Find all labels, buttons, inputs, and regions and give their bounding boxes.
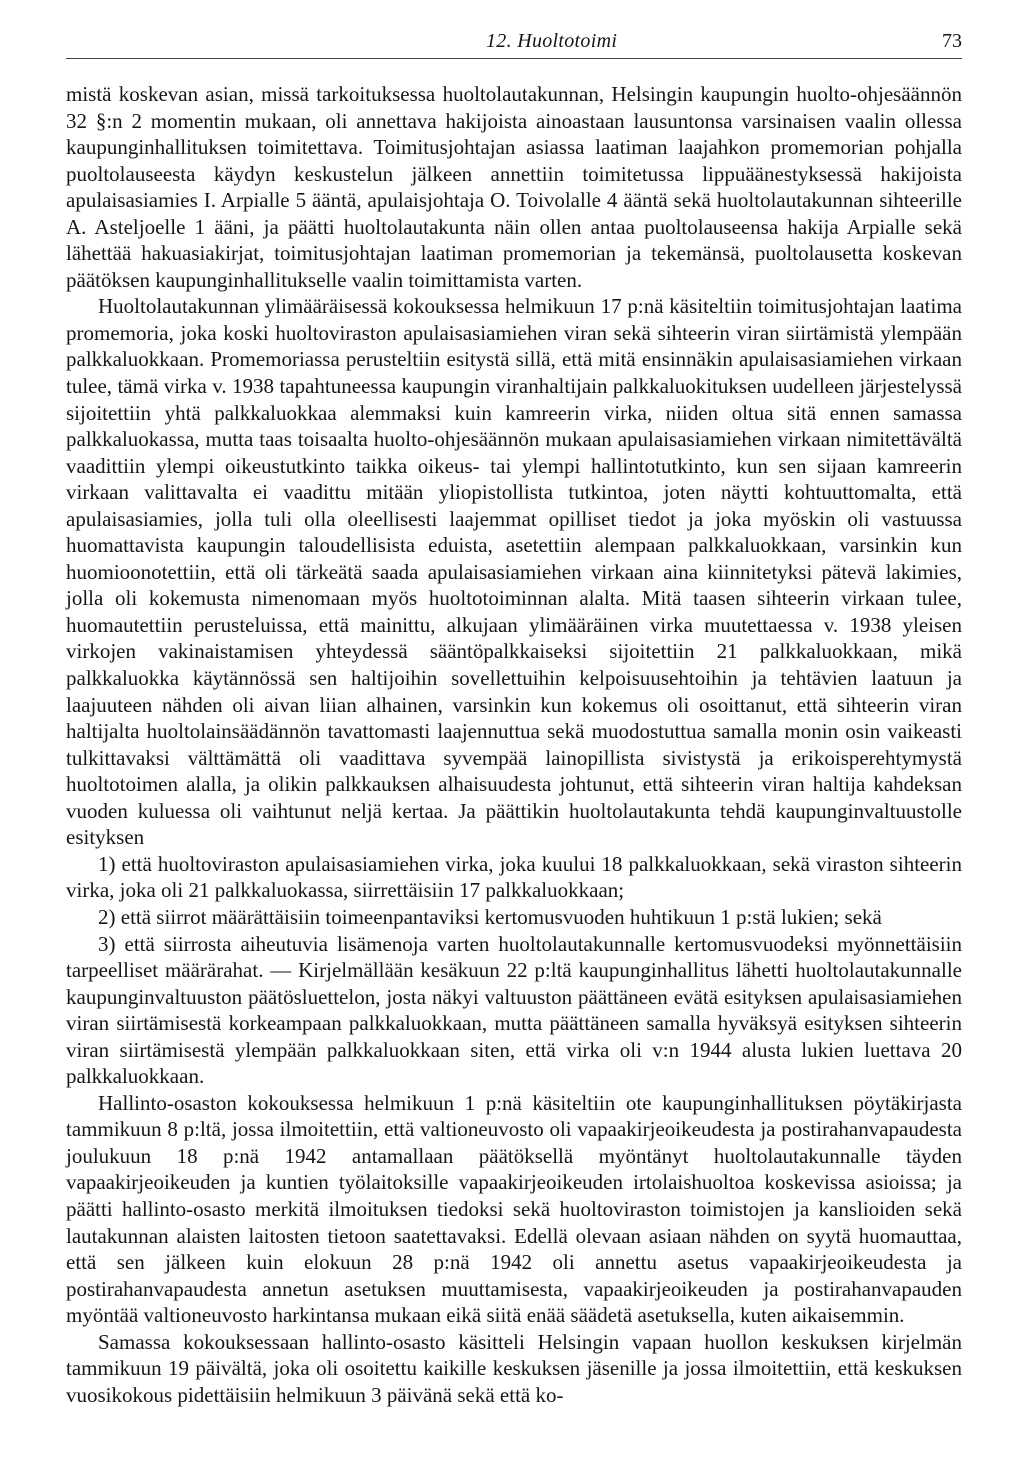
paragraph: Samassa kokouksessaan hallinto-osasto käsitteli Helsingin vapaan huollon keskuksen kirjelmän tammikuun 19 päivältä, joka oli osoitettu kaikille keskuksen jäsenille ja jossa ilmoitettiin, että keskuksen vuosikokous pidettäisiin helmikuun 3 päivänä sekä että ko- [66,1329,962,1407]
paragraph: mistä koskevan asian, missä tarkoituksessa huoltolautakunnan, Helsingin kaupungin huolto-ohjesäännön 32 §:n 2 momentin mukaan, oli annettava hakijoista ainoastaan lausuntonsa varsinaisen vaalin ollessa kaupunginhallituksen toimitettava. Toimitusjohtajan asiassa laatiman laajahkon promemorian pohjalla puoltolauseesta käydyn keskustelun jälkeen annettiin toimitetussa lippuäänestyksessä hakijoista apulaisasiamies I. Arpialle 5 ääntä, apulaisjohtaja O. Toivolalle 4 ääntä sekä huoltolautakunnan sihteerille A. Asteljoelle 1 ääni, ja päätti huoltolautakunta näin ollen antaa puoltolauseensa hakija Arpialle sekä lähettää hakuasiakirjat, toimitusjohtajan laatiman promemorian ja tekemänsä, puoltolausetta koskevan päätöksen kaupunginhallitukselle vaalin toimittamista varten. [66,82,962,292]
list-item: 1) että huoltoviraston apulaisasiamiehen virka, joka kuului 18 palkkaluokkaan, sekä viraston sihteerin virka, joka oli 21 palkkaluokassa, siirrettäisiin 17 palkkaluokkaan; [66,851,962,903]
header-divider [66,58,962,59]
body-text [66,81,962,1408]
list-item: 3) että siirrosta aiheutuvia lisämenoja varten huoltolautakunnalle kertomusvuodeksi myönnettäisiin tarpeelliset määrärahat. — Kirjelmällään kesäkuun 22 p:ltä kaupunginhallitus lähetti huoltolautakunnalle kaupunginvaltuuston päätösluettelon, josta näkyi valtuuston päättäneen evätä esityksen apulaisasiamiehen viran siirtämisestä korkeampaan palkkaluokkaan, mutta päättäneen samalla hyväksyä esityksen sihteerin viran siirtämisestä ylempään palkkaluokkaan siten, että virka oli v:n 1944 alusta lukien luettava 20 palkkaluokkaan. [66,931,962,1089]
paragraph: Huoltolautakunnan ylimääräisessä kokouksessa helmikuun 17 p:nä käsiteltiin toimitusjohtajan laatima promemoria, joka koski huoltoviraston apulaisasiamiehen viran sekä sihteerin viran siirtämistä ylempään palkkaluokkaan. Promemoriassa perusteltiin esitystä sillä, että mitä ensinnäkin apulaisasiamiehen virkaan tulee, tämä virka v. 1938 tapahtuneessa kaupungin viranhaltijain palkkaluokituksen uudelleen järjestelyssä sijoitettiin yhtä palkkaluokkaa alemmaksi kuin kamreerin virka, niiden oltua sitä ennen samassa palkkaluokassa, mutta taas toisaalta huolto-ohjesäännön mukaan apulaisasiamiehen virkaan nimitettävältä vaadittiin ylempi oikeustutkinto taikka oikeus- tai ylempi hallintotutkinto, kun sen sijaan kamreerin virkaan valittavalta ei vaadittu mitään yliopistollista tutkintoa, joten näytti kohtuuttomalta, että apulaisasiamies, jolla tuli olla oleellisesti laajemmat opilliset tiedot ja joka myöskin oli vastuussa huomattavista kaupungin taloudellisista eduista, asetettiin alempaan palkkaluokkaan, varsinkin kun huomioonotettiin, että oli tärkeätä saada apulaisasiamiehen virkaan aina kiinnitetyksi pätevä lakimies, jolla oli kokemusta nimenomaan myös huoltotoiminnan alalta. Mitä taasen sihteerin virkaan tulee, huomautettiin perusteluissa, että mainittu, alkujaan ylimääräinen virka muutettaessa v. 1938 yleisen virkojen vakinaistamisen yhteydessä sääntöpalkkaiseksi sijoitettiin 21 palkkaluokkaan, mikä palkkaluokka käytännössä sen haltijoihin sovellettuihin kelpoisuusehtoihin ja tehtävien laatuun ja laajuuteen nähden oli aivan liian alhainen, varsinkin kun kokemus oli osoittanut, että sihteerin viran haltijalta huoltolainsäädännön tavattomasti laajennuttua sekä muodostuttua samalla monin osin vaikeasti tulkittavaksi välttämättä oli vaadittava syvempää lainopillista sivistystä ja erikoisperehtymystä huoltotoimen alalla, ja olikin palkkauksen alhaisuudesta johtunut, että sihteerin viran haltija kahdeksan vuoden kuluessa oli vaihtunut neljä kertaa. Ja päättikin huoltolautakunta tehdä kaupunginvaltuustolle esityksen [66,294,962,850]
chapter-title: 12. Huoltotoimi [486,30,618,52]
paragraph: Hallinto-osaston kokouksessa helmikuun 1 p:nä käsiteltiin ote kaupunginhallituksen pöytäkirjasta tammikuun 8 p:ltä, jossa ilmoitettiin, että valtioneuvosto oli vapaakirjeoikeudesta ja postirahanvapaudesta joulukuun 18 p:nä 1942 antamallaan päätöksellä myöntänyt huoltolautakunnalle täyden vapaakirjeoikeuden ja kuntien työlaitoksille vapaakirjeoikeuden irtolaishuoltoa koskevissa asioissa; ja päätti hallinto-osasto merkitä ilmoituksen tiedoksi sekä huoltoviraston toimistojen ja kanslioiden sekä lautakunnan alaisten laitosten tietoon saatettavaksi. Edellä olevaan asiaan nähden on syytä huomauttaa, että sen jälkeen kuin elokuun 28 p:nä 1942 oli annettu asetus vapaakirjeoikeudesta ja postirahanvapaudesta annetun asetuksen muuttamisesta, vapaakirjeoikeuden ja postirahanvapauden myöntää valtioneuvosto harkintansa mukaan eikä siitä enää säädetä asetuksella, kuten aikaisemmin. [66,1090,962,1328]
list-item: 2) että siirrot määrättäisiin toimeenpantaviksi kertomusvuoden huhtikuun 1 p:stä lukien; sekä [98,904,882,929]
page-number: 73 [942,30,962,52]
running-header [66,30,962,56]
